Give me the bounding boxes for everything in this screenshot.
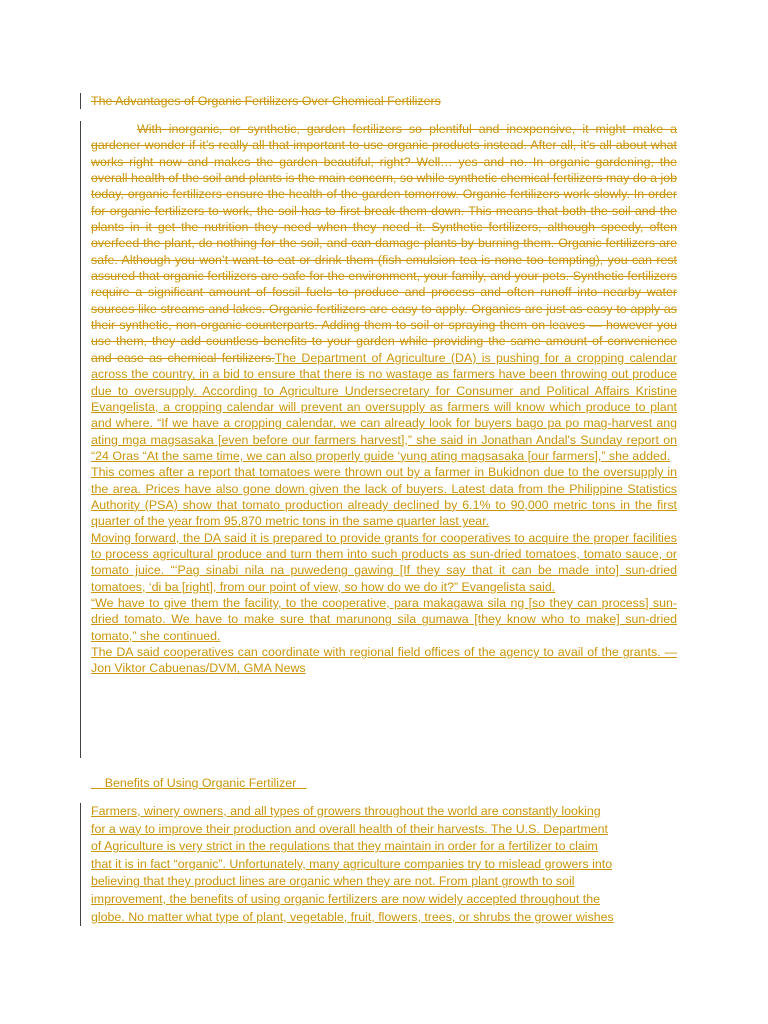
change-bar xyxy=(80,121,81,758)
text-line: believing that they product lines are organic when they are not. From plant growth to soil xyxy=(91,874,575,889)
inserted-text: The Department of Agriculture (DA) is pushing for a cropping calendar across the country, in a bid to ensure that there is no wastage as farmers have been throwing out produce due to oversupply. According to Agriculture Undersecretary for Consumer and Political Affairs Kristine Evangelista, a cropping calendar will prevent an oversupply as farmers will know which produce to plant and where. “If we have a cropping calendar, we can already look for buyers bago pa po mag-harvest ang ating mga magsasaka [even before our farmers harvest],” she said in Jonathan Andal's Sunday report on “24 Oras “At the same time, we can also properly guide ‘yung ating magsasaka [our farmers],” she added. xyxy=(91,350,677,463)
text-line: Farmers, winery owners, and all types of growers throughout the world are constantly looking xyxy=(91,804,601,818)
section-heading: Benefits of Using Organic Fertilizer xyxy=(91,776,307,790)
tracked-changes-body xyxy=(91,121,677,677)
change-bar xyxy=(80,93,81,109)
text-line: improvement, the benefits of using organic fertilizers are now widely accepted throughout the xyxy=(91,891,600,906)
inserted-paragraph: The DA said cooperatives can coordinate with regional field offices of the agency to avail of the grants. — Jon Viktor Cabuenas/DVM, GMA News xyxy=(91,645,677,676)
text-line: that it is in fact “organic”. Unfortunately, many agriculture companies try to mislead growers into xyxy=(91,856,613,871)
second-section-body xyxy=(91,803,677,926)
inserted-paragraph: This comes after a report that tomatoes were thrown out by a farmer in Bukidnon due to the oversupply in the area. Prices have also gone down given the lack of buyers. Latest data from the Philippine Statistics Authority (PSA) show that tomato production already declined by 6.1% to 90,000 metric tons in the first quarter of the year from 95,870 metric tons in the same quarter last year. xyxy=(91,465,677,529)
change-bar xyxy=(80,803,81,926)
text-line: of Agriculture is very strict in the regulations that they maintain in order for a fertilizer to claim xyxy=(91,839,598,854)
inserted-paragraph: “We have to give them the facility, to the cooperative, para makagawa sila ng [so they can process] sun-dried tomato. We have to make sure that marunong sila gumawa [they know who to make] sun-dried tomato,” she continued. xyxy=(91,595,677,643)
text-line: for a way to improve their production and overall health of their harvests. The U.S. Department xyxy=(91,821,608,836)
document-title: The Advantages of Organic Fertilizers Over Chemical Fertilizers xyxy=(91,94,441,108)
deleted-text: With inorganic, or synthetic, garden fertilizers so plentiful and inexpensive, it might make a gardener wonder if it’s really all that important to use organic products instead. After all, it’s all about what works right now and makes the garden beautiful, right? Well… yes and no. In organic gardening, the overall health of the soil and plants is the main concern, so while synthetic chemical fertilizers may do a job today, organic fertilizers ensure the health of the garden tomorrow. Organic fertilizers work slowly. In order for organic fertilizers to work, the soil has to first break them down. This means that both the soil and the plants in it get the nutrition they need when they need it. Synthetic fertilizers, although speedy, often overfeed the plant, do nothing for the soil, and can damage plants by burning them. Organic fertilizers are safe. Although you won’t want to eat or drink them (fish emulsion tea is none too tempting), you can rest assured that organic fertilizers are safe for the environment, your family, and your pets. Synthetic fertilizers require a significant amount of fossil fuels to produce and process and often runoff into nearby water sources like streams and lakes. Organic fertilizers are easy to apply. Organics are just as easy to apply as their synthetic, non-organic counterparts. Adding them to soil or spraying them on leaves — however you use them, they add countless benefits to your garden while providing the same amount of convenience and ease as chemical fertilizers. xyxy=(91,122,677,365)
mixed-paragraph xyxy=(91,121,677,464)
text-line: globe. No matter what type of plant, vegetable, fruit, flowers, trees, or shrubs the grower wishes xyxy=(91,909,614,924)
inserted-paragraph: Moving forward, the DA said it is prepared to provide grants for cooperatives to acquire the proper facilities to process agricultural produce and turn them into such products as sun-dried tomatoes, tomato sauce, or tomato juice. “‘Pag sinabi nila na puwedeng gawing [If they say that it can be made into] sun-dried tomatoes, ‘di ba [right], from our point of view, so how do we do it?” Evangelista said. xyxy=(91,530,677,594)
